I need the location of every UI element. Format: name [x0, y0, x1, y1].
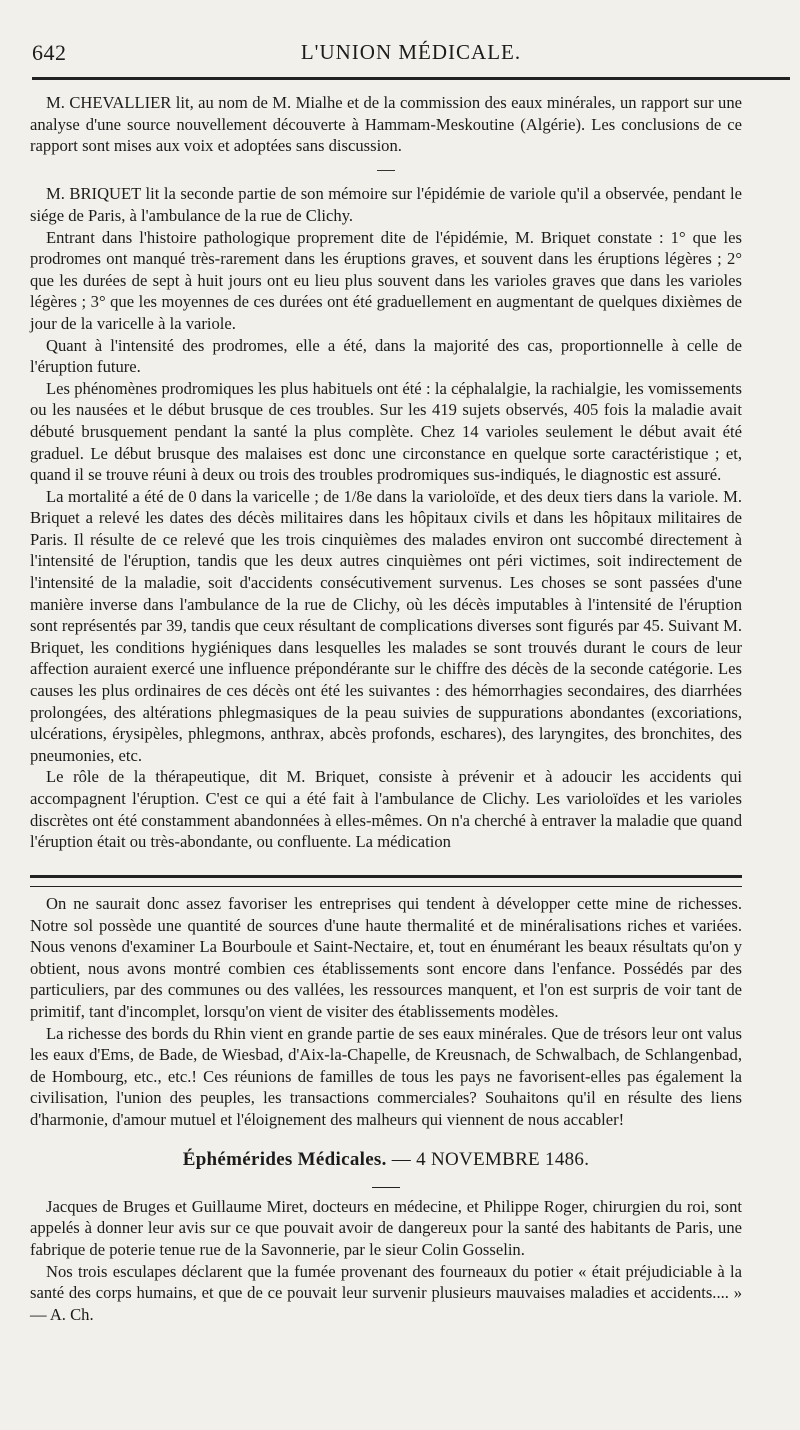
feuilleton-divider: [30, 875, 742, 887]
paragraph-verdict: Nos trois esculapes déclarent que la fumée provenant des fourneaux du potier « était préjudiciable à la santé des corps humains, et que de ce pouvait leur survenir plusieurs mauvaises maladies et accidents.... » — A. Ch.: [30, 1261, 742, 1324]
page-number: 642: [32, 40, 67, 65]
paragraph-pottery: Jacques de Bruges et Guillaume Miret, docteurs en médecine, et Philippe Roger, chirurgien du roi, sont appelés à donner leur avis sur ce que pouvait avoir de dangereux pour la santé des habitants de Paris, une fabrique de poterie tenue rue de la Savonnerie, par le sieur Colin Gosselin.: [30, 1196, 742, 1259]
paragraph-intensity: Quant à l'intensité des prodromes, elle a été, dans la majorité des cas, proportionnelle à celle de l'éruption future.: [30, 335, 742, 377]
paragraph-chevallier: M. CHEVALLIER lit, au nom de M. Mialhe et de la commission des eaux minérales, un rapport sur une analyse d'une source nouvellement découverte à Hammam-Meskoutine (Algérie). Les conclusions de ce rapport sont mises aux voix et adoptées sans discussion.: [30, 93, 742, 156]
running-head: [32, 40, 790, 72]
ephemerides-heading: [30, 1149, 742, 1171]
paragraph-mineral-wealth: On ne saurait donc assez favoriser les entreprises qui tendent à développer cette mine de richesses. Notre sol possède une quantité de sources d'une haute thermalité et de minéralisations riches et variées. Nous venons d'examiner La Bourboule et Saint-Nectaire, et, tout en énumérant les beaux résultats qu'on y obtient, nous avons montré combien ces établissements sont encore dans l'enfance. Possédés par des particuliers, par des communes ou des vallées, les ressources manquent, et l'on est surpris de voir tant de primitif, tant d'incomplet, lorsqu'on vient de visiter des établissements modèles.: [30, 894, 742, 1021]
section-dash: [30, 159, 742, 181]
paragraph-rhine: La richesse des bords du Rhin vient en grande partie de ses eaux minérales. Que de trésors leur ont valus les eaux d'Ems, de Bade, de Wiesbad, d'Aix-la-Chapelle, de Kreusnach, de Schwalbach, de Schlangenbad, de Hombourg, etc., etc.! Ces réunions de familles de tous les pays ne favorisent-elles pas également la civilisation, l'union des peuples, les transactions commerciales? Souhaitons qu'il en résulte des liens d'harmonie, d'amour mutuel et l'éloignement des malheurs qui viennent de nous accabler!: [30, 1023, 742, 1129]
paragraph-phenomena: Les phénomènes prodromiques les plus habituels ont été : la céphalalgie, la rachialgie, les vomissements ou les nausées et le début brusque de ces troubles. Sur les 419 sujets observés, 405 fois la maladie avait débuté brusquement pendant la santé la plus complète. Chez 14 varioles seulement le début avait été graduel. Le début brusque des malaises est donc une circonstance en quelque sorte caractéristique ; et, quand il se trouve réuni à deux ou trois des troubles prodromiques sus-indiqués, le diagnostic est assuré.: [30, 378, 742, 485]
feuilleton-column: [30, 893, 742, 1373]
paragraph-briquet-intro: M. BRIQUET lit la seconde partie de son mémoire sur l'épidémie de variole qu'il a observée, pendant le siége de Paris, à l'ambulance de la rue de Clichy.: [30, 184, 742, 225]
paragraph-therapeutics: Le rôle de la thérapeutique, dit M. Briquet, consiste à prévenir et à adoucir les accidents qui accompagnent l'éruption. C'est ce qui a été fait à l'ambulance de Clichy. Les varioloïdes et les varioles discrètes ont été constamment abandonnées à elles-mêmes. On n'a cherché à entraver la maladie que quand l'éruption était ou très-abondante, ou confluente. La médication: [30, 767, 742, 852]
journal-title: L'UNION MÉDICALE.: [300, 40, 522, 64]
header-rule: [32, 77, 790, 80]
ephemerides-date: — 4 NOVEMBRE 1486.: [391, 1148, 590, 1170]
academy-report-column: [30, 92, 742, 874]
ephemerides-title: Éphémérides Médicales.: [182, 1148, 387, 1170]
ephemerides-dash: [30, 1172, 742, 1194]
paragraph-prodromes: Entrant dans l'histoire pathologique proprement dite de l'épidémie, M. Briquet constate : 1° que les prodromes ont manqué très-rarement dans les éruptions graves, et souvent dans les éruptions légères ; 2° que les durées de sept à huit jours ont eu lieu plus souvent dans les varioles graves que dans les varioles légères ; 3° que les moyennes de ces durées ont été graduellement en augmentant de quelques dixièmes de jour de la varicelle à la variole.: [30, 227, 742, 333]
paragraph-mortality: La mortalité a été de 0 dans la varicelle ; de 1/8e dans la varioloïde, et des deux tiers dans la variole. M. Briquet a relevé les dates des décès militaires dans les hôpitaux civils et dans les hôpitaux militaires de Paris. Il résulte de ce relevé que les trois cinquièmes des malades environ ont succombé directement à l'intensité de l'éruption, tandis que les deux autres cinquièmes ont péri victimes, soit indirectement de l'intensité de la maladie, soit d'accidents consécutivement survenus. Les choses se sont passées d'une manière inverse dans l'ambulance de la rue de Clichy, où les décès imputables à l'intensité de l'éruption sont représentés par 39, tandis que ceux résultant de complications diverses sont figurés par 45. Suivant M. Briquet, les conditions hygiéniques dans lesquelles les malades se sont trouvés durant le cours de leur affection auraient exercé une influence prépondérante sur le chiffre des décès de la seconde catégorie. Les causes les plus ordinaires de ces décès ont été les suivantes : des hémorrhagies secondaires, des diarrhées prolongées, des altérations phlegmasiques de la peau suivies de suppurations abondantes (excoriations, ulcérations, érysipèles, phlegmons, anthrax, abcès profonds, eschares), des laryngites, des bronchites, des pneumonies, etc.: [30, 486, 742, 765]
